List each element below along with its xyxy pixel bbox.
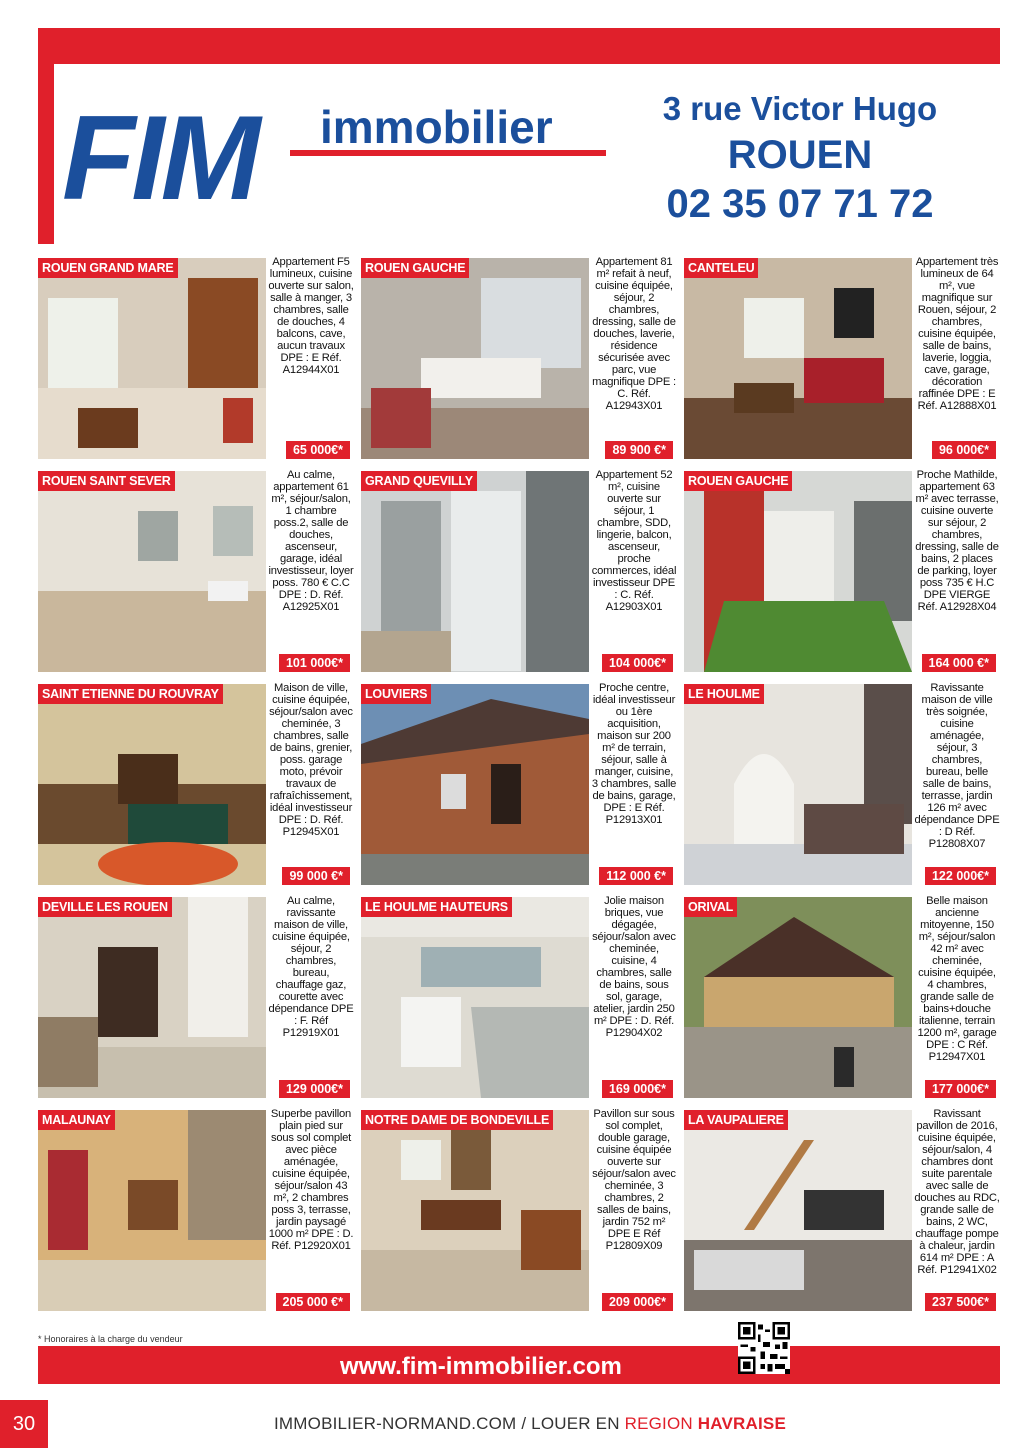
listing-description: Maison de ville, cuisine équipée, séjour/salon avec cheminée, 3 chambres, salle de bains, grenier, poss. garage moto, prévoir travaux de rafraîchissement, idéal investisseur DPE : D. Réf. P12945X01 (269, 682, 353, 838)
listing-price: 122 000€* (925, 867, 996, 885)
listing-description: Ravissant pavillon de 2016, cuisine équipée, séjour/salon, 4 chambres dont suite parentale avec salle de douches au RDC, grande salle de bains, 2 WC, chauffage pompe à chaleur, jardin 614 m² DPE : A Réf. P12941X02 (914, 1108, 1000, 1276)
listing-photo (361, 258, 589, 459)
listing-card[interactable] (684, 469, 1000, 672)
listing-description: Ravissante maison de ville très soignée, cuisine aménagée, séjour, 3 chambres, bureau, belle salle de bains, terrasse, jardin 126 m² avec dépendance DPE : D Réf. P12808X07 (914, 682, 1000, 850)
agency-contact (620, 86, 980, 230)
listing-price: 205 000 €* (276, 1293, 350, 1311)
listing-location: DEVILLE LES ROUEN (38, 897, 172, 917)
listing-photo (38, 258, 266, 459)
logo-immobilier-text: immobilier (320, 101, 553, 153)
listing-photo (38, 471, 266, 672)
listing-price: 96 000€* (932, 441, 996, 459)
listing-price: 129 000€* (279, 1080, 350, 1098)
tagline-part-c: HAVRAISE (697, 1414, 786, 1433)
listing-price: 104 000€* (602, 654, 673, 672)
listing-photo (684, 1110, 912, 1311)
listing-card[interactable] (684, 256, 1000, 459)
listing-location: ROUEN GRAND MARE (38, 258, 178, 278)
listing-location: ROUEN GAUCHE (684, 471, 792, 491)
listing-photo (684, 471, 912, 672)
listing-description: Proche Mathilde, appartement 63 m² avec terrasse, cuisine ouverte sur séjour, 2 chambres, dressing, salle de bains, 2 places de parking, loyer poss 735 € H.C DPE VIERGE Réf. A12928X04 (915, 469, 999, 613)
listing-photo (684, 897, 912, 1098)
listing-location: NOTRE DAME DE BONDEVILLE (361, 1110, 553, 1130)
listing-location: LE HOULME (684, 684, 764, 704)
listing-card[interactable] (38, 1108, 354, 1311)
listing-description: Appartement F5 lumineux, cuisine ouverte sur salon, salle à manger, 3 chambres, salle de douches, 4 balcons, cave, aucun travaux DPE : E Réf. A12944X01 (268, 256, 354, 376)
listing-location: MALAUNAY (38, 1110, 115, 1130)
listing-card[interactable] (38, 682, 354, 885)
listing-price: 209 000€* (602, 1293, 673, 1311)
website-link[interactable]: www.fim-immobilier.com (340, 1353, 622, 1380)
listing-description: Appartement 81 m² refait à neuf, cuisine équipée, séjour, 2 chambres, dressing, salle de douches, laverie, résidence sécurisée avec parc, vue magnifique DPE : C. Réf. A12943X01 (592, 256, 676, 412)
tagline-part-b: REGION (624, 1414, 698, 1433)
listing-description: Appartement très lumineux de 64 m², vue magnifique sur Rouen, séjour, 2 chambres, cuisine équipée, salle de bains, laverie, loggia, cave, garage, décoration raffinée DPE : E Réf. A12888X01 (915, 256, 999, 412)
listing-card[interactable] (38, 256, 354, 459)
listing-location: CANTELEU (684, 258, 758, 278)
listing-price: 164 000 €* (922, 654, 996, 672)
listing-photo (38, 897, 266, 1098)
listing-price: 169 000€* (602, 1080, 673, 1098)
listing-price: 89 900 €* (605, 441, 673, 459)
listing-location: ROUEN SAINT SEVER (38, 471, 175, 491)
listing-location: LE HOULME HAUTEURS (361, 897, 512, 917)
publication-tagline (274, 1414, 786, 1434)
listing-photo (38, 684, 266, 885)
listing-card[interactable] (361, 1108, 677, 1311)
listing-location: LA VAUPALIERE (684, 1110, 788, 1130)
listing-location: ROUEN GAUCHE (361, 258, 469, 278)
listing-description: Jolie maison briques, vue dégagée, séjour/salon avec cheminée, cuisine, 4 chambres, salle de bains, sous sol, garage, atelier, jardin 250 m² DPE : D. Réf. P12904X02 (592, 895, 676, 1039)
listing-photo (361, 471, 589, 672)
listing-location: ORIVAL (684, 897, 737, 917)
listing-location: SAINT ETIENNE DU ROUVRAY (38, 684, 223, 704)
listing-location: GRAND QUEVILLY (361, 471, 477, 491)
listing-description: Pavillon sur sous sol complet, double garage, cuisine équipée ouverte sur séjour/salon avec cheminée, 3 chambres, 2 salles de bains, jardin 752 m² DPE E Réf P12809X09 (592, 1108, 676, 1252)
agency-city: ROUEN (727, 133, 873, 177)
left-red-band (38, 28, 54, 244)
listing-price: 99 000 €* (282, 867, 350, 885)
listing-photo (684, 684, 912, 885)
page-number: 30 (0, 1400, 48, 1448)
listing-description: Au calme, ravissante maison de ville, cuisine équipée, séjour, 2 chambres, bureau, chauffage gaz, courette avec dépendance DPE : F. Réf P12919X01 (268, 895, 354, 1039)
listing-description: Superbe pavillon plain pied sur sous sol complet avec pièce aménagée, cuisine équipée, séjour/salon 43 m², 2 chambres poss 3, terrasse, jardin paysagé 1000 m² DPE : D. Réf. P12920X01 (268, 1108, 354, 1252)
listing-card[interactable] (38, 895, 354, 1098)
listing-price: 112 000 €* (599, 867, 673, 885)
tagline-part-a: IMMOBILIER-NORMAND.COM / LOUER EN (274, 1414, 625, 1433)
listing-photo (361, 897, 589, 1098)
fees-footnote: * Honoraires à la charge du vendeur (38, 1334, 183, 1344)
listing-price: 177 000€* (925, 1080, 996, 1098)
listing-card[interactable] (38, 469, 354, 672)
logo-fim-text: FIM (62, 91, 257, 225)
listing-photo (361, 1110, 589, 1311)
listing-card[interactable] (361, 256, 677, 459)
listing-card[interactable] (361, 895, 677, 1098)
fim-logo[interactable] (62, 91, 622, 228)
listing-card[interactable] (361, 682, 677, 885)
listing-card[interactable] (684, 682, 1000, 885)
listing-card[interactable] (361, 469, 677, 672)
listing-card[interactable] (684, 895, 1000, 1098)
listing-description: Belle maison ancienne mitoyenne, 150 m², séjour/salon 42 m² avec cheminée, cuisine équipée, 4 chambres, grande salle de bains+douche italienne, terrain 1200 m², garage DPE : C Réf. P12947X01 (917, 895, 997, 1063)
qr-code-icon[interactable] (738, 1322, 790, 1374)
listing-location: LOUVIERS (361, 684, 431, 704)
listing-photo (38, 1110, 266, 1311)
agency-street: 3 rue Victor Hugo (662, 90, 938, 127)
listing-price: 65 000€* (286, 441, 350, 459)
listing-card[interactable] (684, 1108, 1000, 1311)
listing-description: Proche centre, idéal investisseur ou 1ère acquisition, maison sur 200 m² de terrain, séjour, salle à manger, cuisine, 3 chambres, salle de bains, garage, DPE : E Réf. P12913X01 (591, 682, 677, 826)
top-red-band (38, 28, 1000, 64)
listings-grid (38, 256, 1000, 1312)
listing-description: Appartement 52 m², cuisine ouverte sur séjour, 1 chambre, SDD, lingerie, balcon, ascenseur, proche commerces, idéal investisseur DPE : C. Réf. A12903X01 (591, 469, 677, 613)
agency-phone[interactable]: 02 35 07 71 72 (666, 182, 934, 226)
listing-price: 101 000€* (279, 654, 350, 672)
listing-photo (684, 258, 912, 459)
listing-photo (361, 684, 589, 885)
listing-price: 237 500€* (925, 1293, 996, 1311)
listing-description: Au calme, appartement 61 m², séjour/salon, 1 chambre poss.2, salle de douches, ascenseur, garage, idéal investisseur, loyer poss. 780 € C.C DPE : D. Réf. A12925X01 (268, 469, 354, 613)
